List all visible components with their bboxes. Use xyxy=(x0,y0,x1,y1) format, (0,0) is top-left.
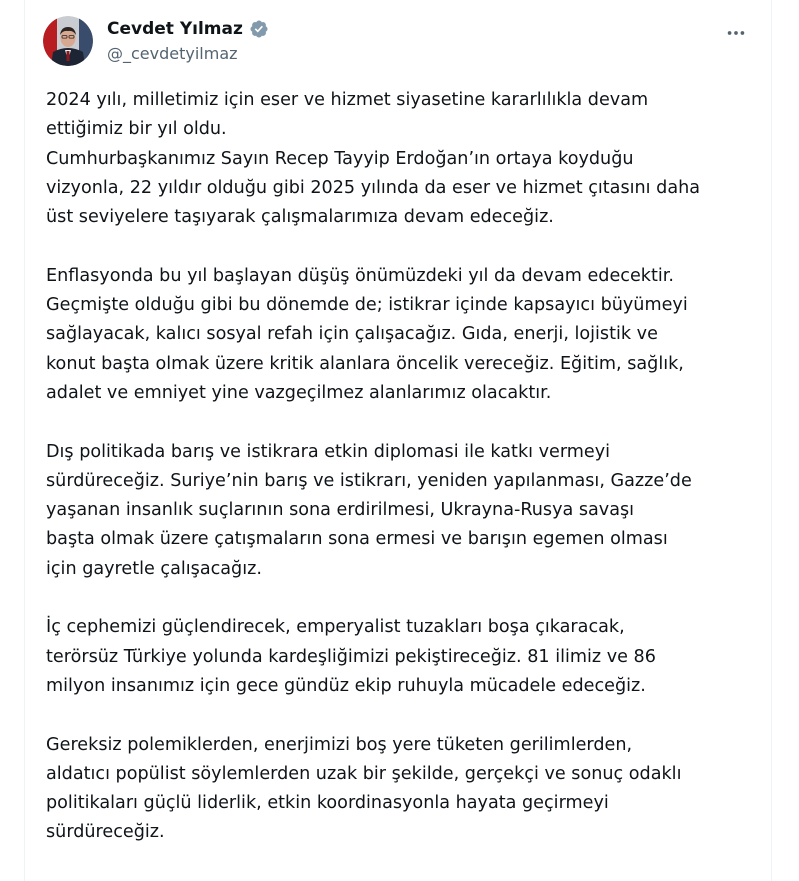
tweet-text-line: konut başta olmak üzere kritik alanlara öncelik vereceğiz. Eğitim, sağlık, xyxy=(46,353,684,374)
tweet-text-line: sürdüreceğiz. Suriye’nin barış ve istikrarı, yeniden yapılanması, Gazze’de xyxy=(46,470,692,491)
tweet-paragraph xyxy=(46,438,758,584)
tweet-text-line: adalet ve emniyet yine vazgeçilmez alanlarımız olacaktır. xyxy=(46,382,552,403)
tweet-text-line: 2024 yılı, milletimiz için eser ve hizmet siyasetine kararlılıkla devam xyxy=(46,90,649,110)
tweet-text-line: ettiğimiz bir yıl oldu. xyxy=(46,119,227,140)
paragraph-gap xyxy=(46,408,758,437)
tweet-card xyxy=(24,0,772,881)
tweet-text-line: İç cephemizi güçlendirecek, emperyalist tuzakları boşa çıkaracak, xyxy=(46,617,625,638)
paragraph-gap xyxy=(46,701,758,730)
tweet-text-line: sağlayacak, kalıcı sosyal refah için çalışacağız. Gıda, enerji, lojistik ve xyxy=(46,324,658,345)
tweet-text-line: için gayretle çalışacağız. xyxy=(46,558,262,579)
user-handle[interactable]: @_cevdetyilmaz xyxy=(107,44,238,63)
avatar[interactable] xyxy=(43,16,93,66)
tweet-text-line: aldatıcı popülist söylemlerden uzak bir şekilde, gerçekçi ve sonuç odaklı xyxy=(46,763,682,784)
tweet-text-line: Dış politikada barış ve istikrara etkin diplomasi ile katkı vermeyi xyxy=(46,441,611,462)
tweet-text-line: politikaları güçlü liderlik, etkin koordinasyonla hayata geçirmeyi xyxy=(46,793,609,814)
tweet-text-line: Geçmişte olduğu gibi bu dönemde de; istikrar içinde kapsayıcı büyümeyi xyxy=(46,295,688,316)
tweet-paragraph xyxy=(46,731,758,848)
paragraph-gap xyxy=(46,584,758,613)
tweet-text-line: Cumhurbaşkanımız Sayın Recep Tayyip Erdoğan’ın ortaya koyduğu xyxy=(46,148,634,169)
tweet-paragraph xyxy=(46,86,758,232)
profile-photo-icon xyxy=(43,16,93,66)
tweet-text-line: terörsüz Türkiye yolunda kardeşliğimizi pekiştireceğiz. 81 ilimiz ve 86 xyxy=(46,646,656,667)
tweet-text xyxy=(46,86,758,848)
tweet-text-line: milyon insanımız için gece gündüz ekip ruhuyla mücadele edeceğiz. xyxy=(46,675,646,696)
tweet-text-line: yaşanan insanlık suçlarının sona erdirilmesi, Ukrayna-Rusya savaşı xyxy=(46,500,635,521)
tweet-text-line: üst seviyelere taşıyarak çalışmalarımıza devam edeceğiz. xyxy=(46,207,554,228)
verified-badge-icon[interactable] xyxy=(249,19,269,39)
more-horizontal-icon xyxy=(725,22,747,44)
tweet-text-line: vizyonla, 22 yıldır olduğu gibi 2025 yılında da eser ve hizmet çıtasını daha xyxy=(46,177,701,198)
tweet-text-line: Enflasyonda bu yıl başlayan düşüş önümüzdeki yıl da devam edecektir. xyxy=(46,265,674,286)
tweet-paragraph xyxy=(46,262,758,408)
tweet-text-line: başta olmak üzere çatışmaların sona ermesi ve barışın egemen olması xyxy=(46,529,668,550)
tweet-paragraph xyxy=(46,613,758,701)
more-options-button[interactable] xyxy=(719,22,753,44)
paragraph-gap xyxy=(46,232,758,261)
author-names xyxy=(107,18,269,63)
tweet-text-line: Gereksiz polemiklerden, enerjimizi boş yere tüketen gerilimlerden, xyxy=(46,734,633,755)
tweet-header xyxy=(43,16,753,72)
display-name[interactable]: Cevdet Yılmaz xyxy=(107,19,243,39)
display-name-row xyxy=(107,18,269,40)
tweet-text-line: sürdüreceğiz. xyxy=(46,822,165,843)
